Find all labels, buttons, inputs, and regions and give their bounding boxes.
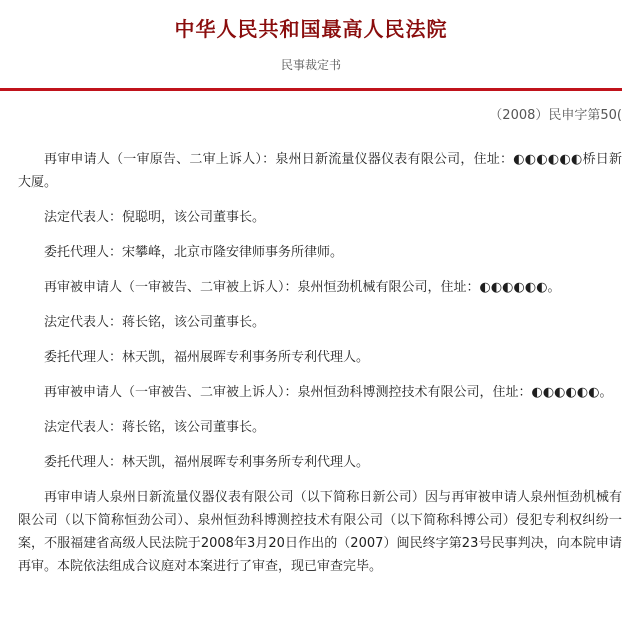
respondent2-paragraph: 再审被申请人（一审被告、二审被上诉人）：泉州恒劲科博测控技术有限公司，住址：◐◐◐◐◐◐。 [44,385,613,400]
respondent1-paragraph: 再审被申请人（一审被告、二审被上诉人）：泉州恒劲机械有限公司，住址：◐◐◐◐◐◐。 [44,280,561,295]
applicant-paragraph: 再审申请人（一审原告、二审上诉人）：泉州日新流量仪器仪表有限公司，住址：◐◐◐◐◐◐桥日新大厦。 [18,152,622,190]
header-divider [0,88,622,91]
respondent1-agent: 委托代理人：林天凯，福州展晖专利事务所专利代理人。 [44,350,370,365]
document-type: 民事裁定书 [280,58,341,72]
respondent1-legal-rep: 法定代表人：蒋长铭，该公司董事长。 [44,315,266,330]
case-number: （2008）民申字第50( [489,108,622,123]
case-summary-paragraph: 再审申请人泉州日新流量仪器仪表有限公司（以下简称日新公司）因与再审被申请人泉州恒劲机械有限公司（以下简称恒劲公司）、泉州恒劲科博测控技术有限公司（以下简称科博公司）侵犯专利权纠纷一案，不服福建省高级人民法院于2008年3月20日作出的（2007）闽民终字第23号民事判决，向本院申请再审。本院依法组成合议庭对本案进行了审查，现已审查完毕。 [18,490,622,574]
document-body [18,148,622,578]
respondent2-legal-rep: 法定代表人：蒋长铭，该公司董事长。 [44,420,266,435]
respondent2-agent: 委托代理人：林天凯，福州展晖专利事务所专利代理人。 [44,455,370,470]
court-title: 中华人民共和国最高人民法院 [174,17,448,41]
applicant-legal-rep: 法定代表人：倪聪明，该公司董事长。 [44,210,266,225]
applicant-agent: 委托代理人：宋攀峰，北京市隆安律师事务所律师。 [44,245,344,260]
